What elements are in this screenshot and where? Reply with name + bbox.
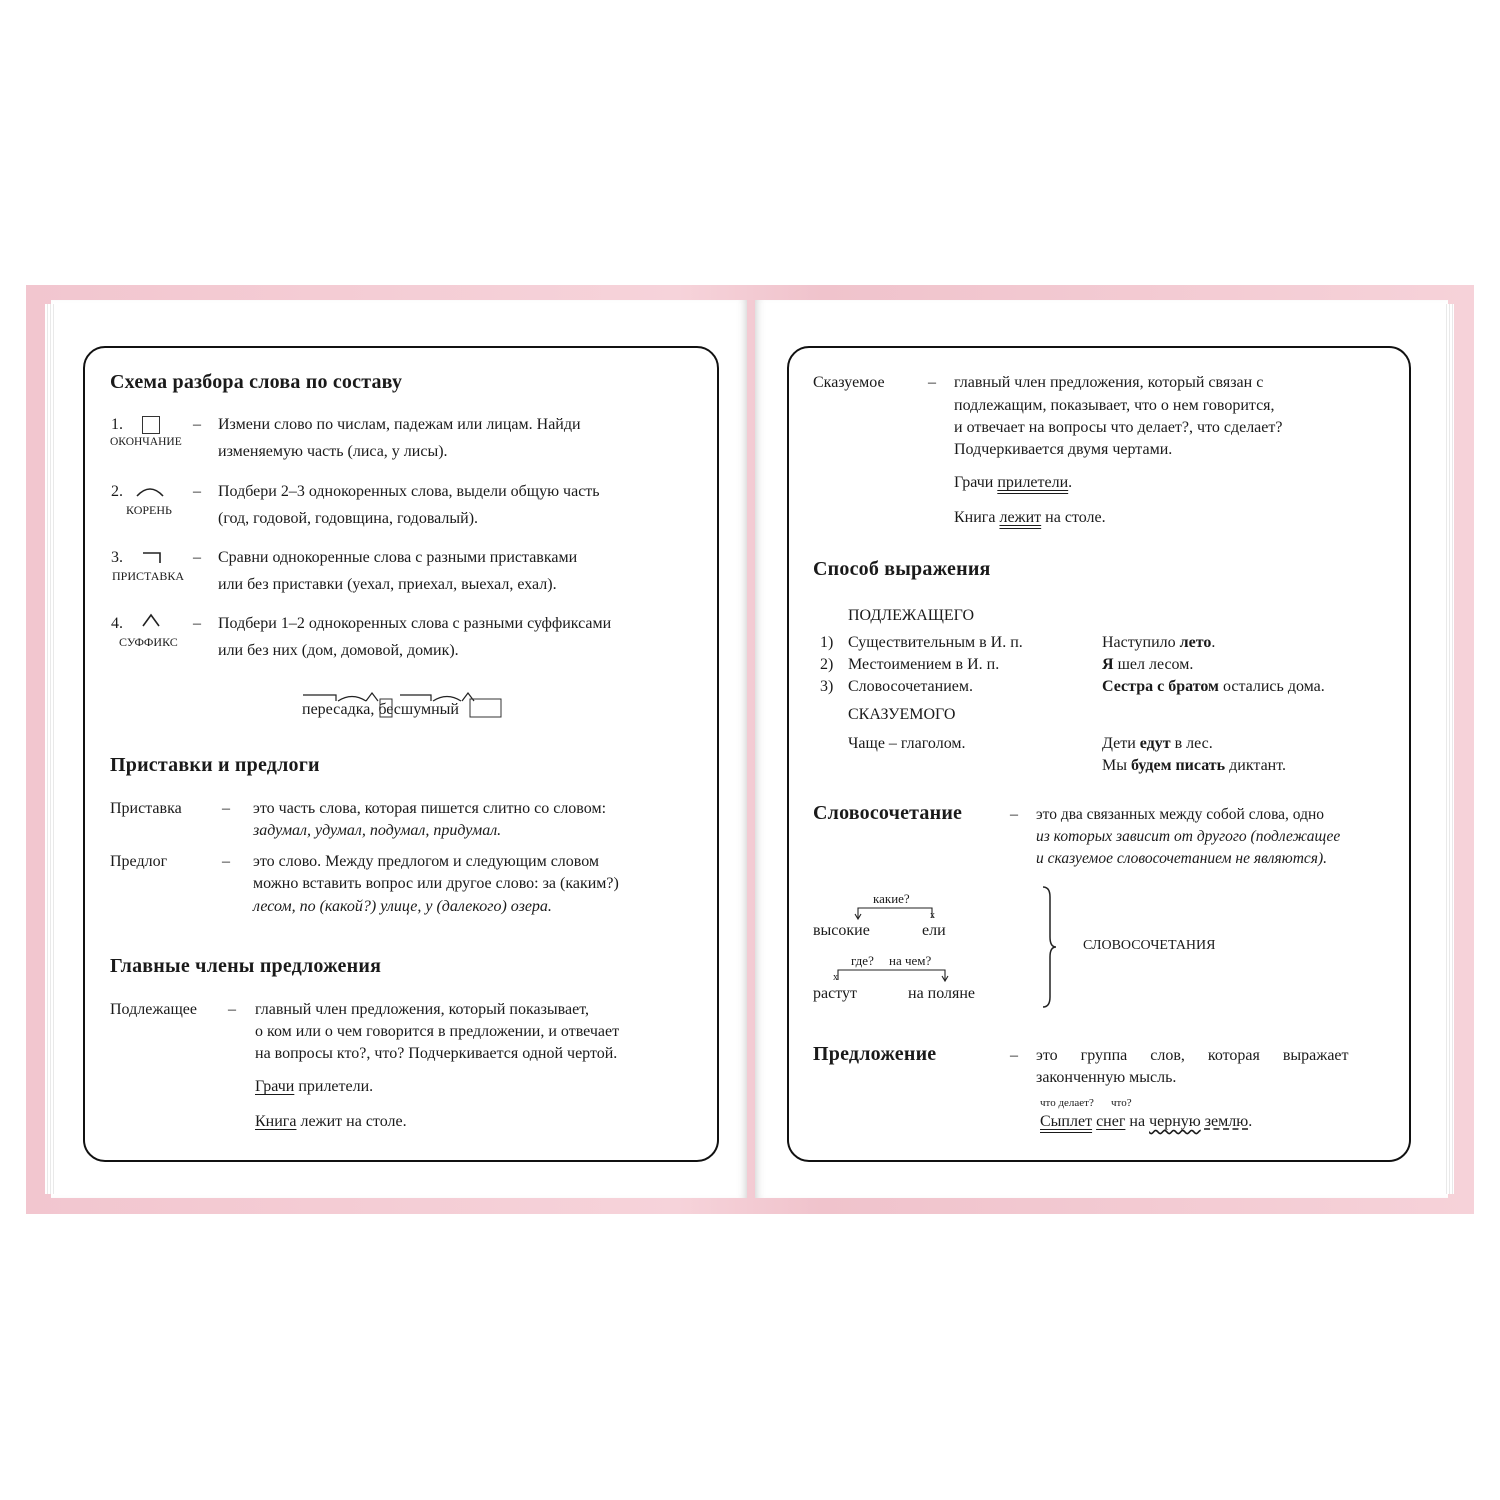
heading-phrase: Словосочетание bbox=[813, 802, 963, 824]
way-3-number: 3) bbox=[820, 678, 834, 695]
question-which: какие? bbox=[873, 891, 910, 906]
prefix-dash: – bbox=[222, 800, 230, 817]
ex-end: на столе. bbox=[1041, 509, 1106, 526]
step-2-number: 2. bbox=[111, 483, 123, 500]
way-2-number: 2) bbox=[820, 656, 834, 673]
predicate-rest: лежит на столе. bbox=[296, 1113, 407, 1130]
main-word-mark-2: х bbox=[833, 972, 838, 983]
phrase-def-line3: и сказуемое словосочетанием не являются). bbox=[1036, 850, 1328, 867]
ex-text: . bbox=[1211, 634, 1216, 651]
phrase-arrow-2 bbox=[835, 968, 950, 982]
preposition-def-line2: можно вставить вопрос или другое слово: за (каким?) bbox=[253, 875, 619, 892]
step-1-dash: – bbox=[193, 416, 201, 433]
predicate-example-2 bbox=[954, 507, 1106, 529]
attribute-word: черную bbox=[1149, 1113, 1201, 1130]
sentence-def-line2: законченную мысль. bbox=[1036, 1069, 1177, 1086]
preposition-term: Предлог bbox=[110, 853, 168, 870]
step-3-number: 3. bbox=[111, 549, 123, 566]
predicate-example-1 bbox=[954, 472, 1072, 494]
morpheme-marks-icon bbox=[300, 690, 505, 720]
step-3-dash: – bbox=[193, 549, 201, 566]
preposition-dash: – bbox=[222, 853, 230, 870]
phrase-arrow-1 bbox=[855, 906, 935, 920]
subject-def-line2: о ком или о чем говорится в предложении, и отвечает bbox=[255, 1023, 620, 1040]
phrase-def-line2: из которых зависит от другого (подлежащее bbox=[1036, 828, 1341, 845]
predicate-def-line2: подлежащим, показывает, что о нем говорится, bbox=[954, 397, 1275, 414]
step-1-label: ОКОНЧАНИЕ bbox=[110, 436, 182, 448]
word-firs: ели bbox=[922, 922, 946, 939]
root-arc-icon bbox=[136, 484, 164, 498]
step-1-line2: изменяемую часть (лиса, у лисы). bbox=[218, 443, 448, 460]
object-word: землю bbox=[1204, 1113, 1249, 1130]
ex-predicate: лежит bbox=[999, 509, 1042, 526]
ex-end: . bbox=[1068, 474, 1073, 491]
predicate-example-4 bbox=[1102, 755, 1286, 777]
step-2-line1: Подбери 2–3 однокоренных слова, выдели общую часть bbox=[218, 483, 600, 500]
sentence-end: . bbox=[1248, 1113, 1253, 1130]
suffix-caret-icon bbox=[142, 613, 160, 627]
way-1-example bbox=[1102, 632, 1215, 654]
step-4-number: 4. bbox=[111, 615, 123, 632]
predicate-term: Сказуемое bbox=[813, 374, 885, 391]
morpheme-example: пересадка, бесшумный bbox=[302, 701, 459, 718]
ex-subject: Книга bbox=[954, 509, 1000, 526]
ex-text: Мы bbox=[1102, 757, 1131, 774]
preposition-word: на bbox=[1129, 1113, 1146, 1130]
word-tall: высокие bbox=[813, 922, 870, 939]
subject-dash: – bbox=[228, 1001, 236, 1018]
way-1-number: 1) bbox=[820, 634, 834, 651]
way-1-how: Существительным в И. п. bbox=[848, 634, 1023, 651]
prefix-corner-icon bbox=[142, 552, 162, 564]
subject-def-line3: на вопросы кто?, что? Подчеркивается одной чертой. bbox=[255, 1045, 618, 1062]
step-4-label: СУФФИКС bbox=[119, 635, 178, 649]
step-2-label: КОРЕНЬ bbox=[126, 503, 172, 517]
step-2-dash: – bbox=[193, 483, 201, 500]
ex-bold: едут bbox=[1139, 735, 1171, 752]
subject-example-1 bbox=[255, 1076, 373, 1098]
sentence-def-line1: это группа слов, которая выражает bbox=[1036, 1047, 1349, 1064]
step-1-number: 1. bbox=[111, 416, 123, 433]
heading-word-parsing: Схема разбора слова по составу bbox=[110, 371, 403, 393]
phrase-def-line1: это два связанных между собой слова, одно bbox=[1036, 806, 1325, 823]
predicate-example-3 bbox=[1102, 733, 1213, 755]
predicate-def-line3: и отвечает на вопросы что делает?, что сделает? bbox=[954, 419, 1283, 436]
prefix-definition: это часть слова, которая пишется слитно со словом: bbox=[253, 800, 607, 817]
ex-text: Наступило bbox=[1102, 634, 1180, 651]
ex-bold: будем писать bbox=[1130, 757, 1226, 774]
predicate-how: Чаще – глаголом. bbox=[848, 735, 966, 752]
ex-subject: Грачи bbox=[954, 474, 998, 491]
ex-text: Дети bbox=[1102, 735, 1140, 752]
preposition-def-line3: лесом, по (какой?) улице, у (далекого) озера. bbox=[253, 898, 552, 915]
step-3-label: ПРИСТАВКА bbox=[112, 569, 185, 583]
ending-box-icon bbox=[142, 416, 160, 434]
heading-sentence: Предложение bbox=[813, 1043, 937, 1065]
predicate-def-line1: главный член предложения, который связан с bbox=[954, 374, 1264, 391]
ex-text: шел лесом. bbox=[1113, 656, 1194, 673]
way-2-how: Местоимением в И. п. bbox=[848, 656, 1000, 673]
phrases-caps: СЛОВОСОЧЕТАНИЯ bbox=[1083, 938, 1216, 953]
ex-text: в лес. bbox=[1170, 735, 1213, 752]
heading-main-parts: Главные члены предложения bbox=[110, 955, 382, 977]
ex-text: остались дома. bbox=[1218, 678, 1325, 695]
step-1-line1: Измени слово по числам, падежам или лицам. Найди bbox=[218, 416, 581, 433]
predicate-caps: СКАЗУЕМОГО bbox=[848, 706, 956, 723]
sentence-dash: – bbox=[1010, 1047, 1018, 1064]
ex-bold: Я bbox=[1102, 656, 1114, 673]
prefix-examples: задумал, удумал, подумал, придумал. bbox=[253, 822, 502, 839]
way-3-example bbox=[1102, 676, 1325, 698]
subject-def-line1: главный член предложения, который показывает, bbox=[255, 1001, 590, 1018]
question-does: что делает? bbox=[1040, 1097, 1094, 1109]
preposition-def-line1: это слово. Между предлогом и следующим словом bbox=[253, 853, 600, 870]
step-4-line1: Подбери 1–2 однокоренных слова с разными суффиксами bbox=[218, 615, 612, 632]
step-3-line2: или без приставки (уехал, приехал, выехал, ехал). bbox=[218, 576, 557, 593]
step-2-line2: (год, годовой, годовщина, годовалый). bbox=[218, 510, 479, 527]
predicate-rest: прилетели. bbox=[294, 1078, 374, 1095]
heading-prefixes-prepositions: Приставки и предлоги bbox=[110, 754, 320, 776]
subject-caps: ПОДЛЕЖАЩЕГО bbox=[848, 607, 975, 624]
way-2-example bbox=[1102, 654, 1193, 676]
subject-word: Грачи bbox=[255, 1078, 295, 1095]
step-3-line1: Сравни однокоренные слова с разными приставками bbox=[218, 549, 578, 566]
ex-bold: Сестра с братом bbox=[1102, 678, 1219, 695]
question-what: что? bbox=[1111, 1097, 1132, 1109]
main-word-mark-1: х bbox=[930, 910, 935, 921]
sentence-example bbox=[1040, 1111, 1252, 1133]
ex-predicate: прилетели bbox=[997, 474, 1069, 491]
ex-bold: лето bbox=[1179, 634, 1212, 651]
predicate-def-line4: Подчеркивается двумя чертами. bbox=[954, 441, 1173, 458]
question-on-what: на чем? bbox=[889, 953, 932, 968]
subject-word: снег bbox=[1096, 1113, 1126, 1130]
word-glade: на поляне bbox=[908, 985, 976, 1002]
word-grow: растут bbox=[813, 985, 857, 1002]
question-where: где? bbox=[851, 953, 874, 968]
subject-example-2 bbox=[255, 1111, 407, 1133]
way-3-how: Словосочетанием. bbox=[848, 678, 973, 695]
subject-word: Книга bbox=[255, 1113, 297, 1130]
predicate-dash: – bbox=[928, 374, 936, 391]
heading-way-of-expression: Способ выражения bbox=[813, 558, 991, 580]
predicate-word: Сыплет bbox=[1040, 1113, 1093, 1130]
step-4-dash: – bbox=[193, 615, 201, 632]
ex-text: диктант. bbox=[1225, 757, 1287, 774]
step-4-line2: или без них (дом, домовой, домик). bbox=[218, 642, 459, 659]
subject-term: Подлежащее bbox=[110, 1001, 197, 1018]
curly-brace-icon bbox=[1040, 885, 1058, 1009]
prefix-term: Приставка bbox=[110, 800, 182, 817]
phrase-dash: – bbox=[1010, 806, 1018, 823]
